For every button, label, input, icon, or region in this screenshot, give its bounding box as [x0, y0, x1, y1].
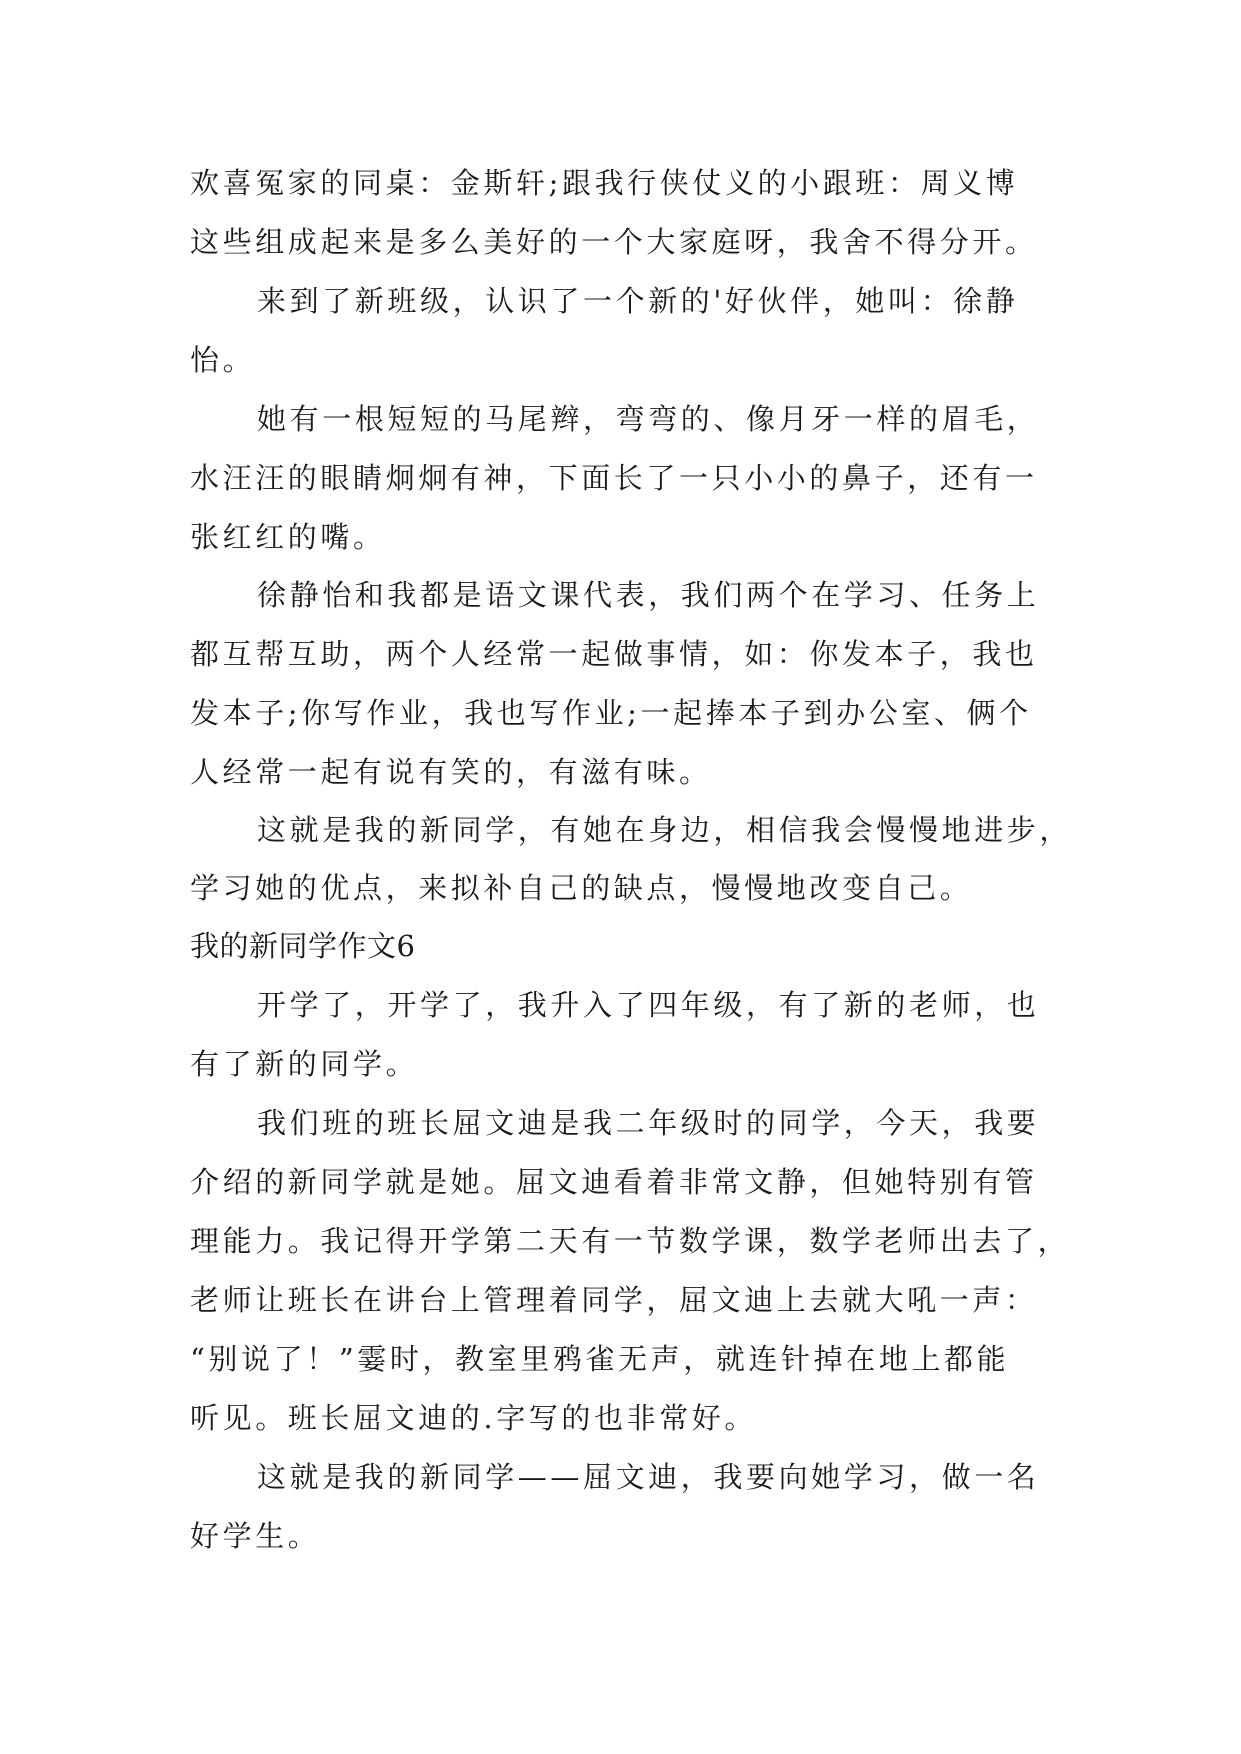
text-line: 理能力。我记得开学第二天有一节数学课，数学老师出去了，	[190, 1224, 1071, 1258]
text-line: 发本子;你写作业，我也写作业;一起捧本子到办公室、俩个	[190, 696, 1032, 730]
text-line: 好学生。	[190, 1519, 321, 1553]
text-line: “别说了！”霎时，教室里鸦雀无声，就连针掉在地上都能	[190, 1342, 1010, 1376]
text-line: 人经常一起有说有笑的，有滋有味。	[190, 755, 712, 789]
paragraph-start: 开学了，开学了，我升入了四年级，有了新的老师，也	[257, 988, 1040, 1022]
text-line: 这些组成起来是多么美好的一个大家庭呀，我舍不得分开。	[190, 225, 1038, 259]
text-line: 水汪汪的眼睛炯炯有神，下面长了一只小小的鼻子，还有一	[190, 461, 1038, 495]
text-line: 有了新的同学。	[190, 1047, 419, 1081]
text-line: 学习她的优点，来拟补自己的缺点，慢慢地改变自己。	[190, 871, 973, 905]
text-line: 怡。	[190, 343, 256, 377]
section-heading: 我的新同学作文6	[190, 929, 416, 963]
text-line: 欢喜冤家的同桌：金斯轩;跟我行侠仗义的小跟班：周义博	[190, 166, 1019, 200]
text-line: 张红红的嘴。	[190, 520, 386, 554]
text-line: 听见。班长屈文迪的.字写的也非常好。	[190, 1401, 758, 1435]
paragraph-start: 徐静怡和我都是语文课代表，我们两个在学习、任务上	[257, 578, 1040, 612]
text-line: 都互帮互助，两个人经常一起做事情，如：你发本子，我也	[190, 637, 1038, 671]
paragraph-start: 这就是我的新同学，有她在身边，相信我会慢慢地进步，	[257, 813, 1073, 847]
paragraph-start: 她有一根短短的马尾辫，弯弯的、像月牙一样的眉毛，	[257, 402, 1040, 436]
paragraph-start: 这就是我的新同学——屈文迪，我要向她学习，做一名	[257, 1460, 1040, 1494]
text-line: 介绍的新同学就是她。屈文迪看着非常文静，但她特别有管	[190, 1165, 1038, 1199]
paragraph-start: 我们班的班长屈文迪是我二年级时的同学，今天，我要	[257, 1106, 1040, 1140]
text-line: 老师让班长在讲台上管理着同学，屈文迪上去就大吼一声：	[190, 1283, 1038, 1317]
paragraph-start: 来到了新班级，认识了一个新的'好伙伴，她叫：徐静	[257, 284, 1019, 318]
